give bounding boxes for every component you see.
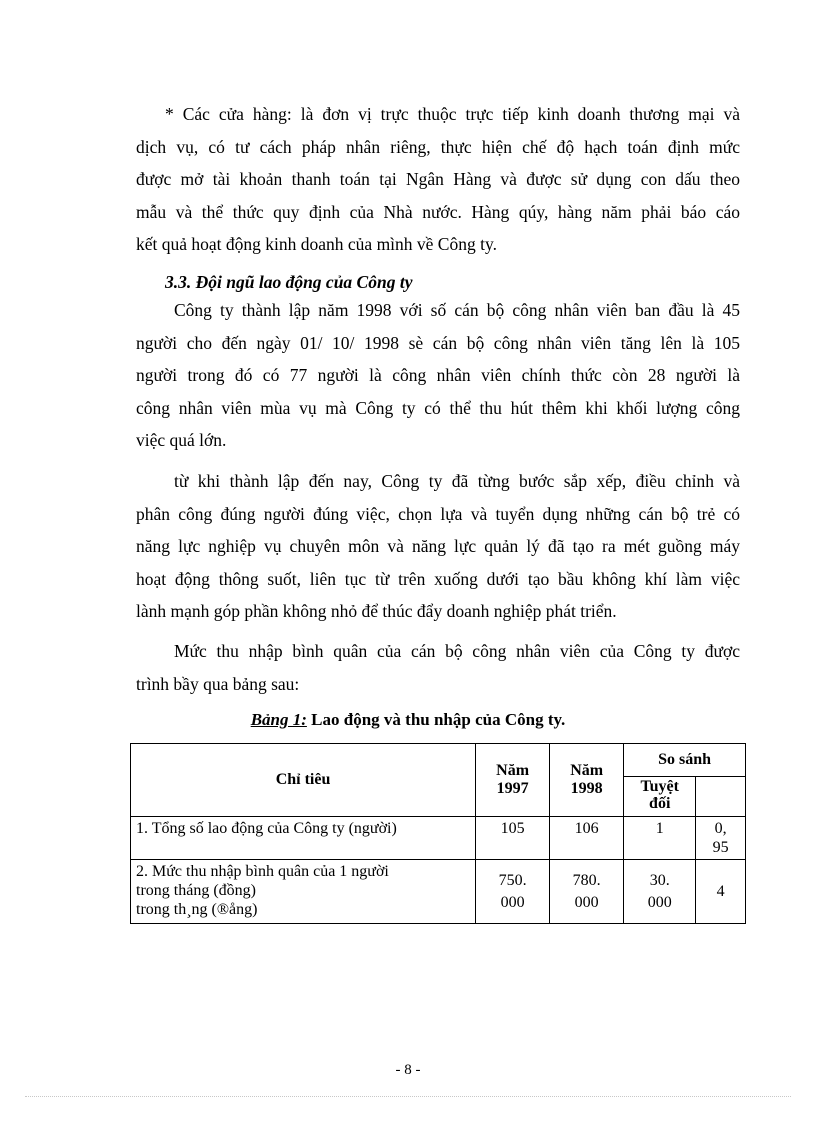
text-line: người trong đó có 77 người là công nhân viên chính thức còn 28 người là (136, 365, 740, 385)
header-year-1997-line: Năm (496, 762, 530, 779)
text-line: năng lực nghiệp vụ chuyên môn và năng lực quản lý đã tạo ra mét guồng máy (136, 536, 740, 556)
text-line: Công ty thành lập năm 1998 với số cán bộ công nhân viên ban đầu là 45 (174, 300, 740, 320)
text-line: trình bầy qua bảng sau: (136, 673, 300, 694)
table-caption-label: Bảng 1: (250, 710, 307, 729)
row-label-line: trong th¸ng (®ång) (136, 901, 258, 918)
text-line: từ khi thành lập đến nay, Công ty đã từng bước sắp xếp, điều chỉnh và (174, 471, 740, 491)
header-indicator: Chỉ tiêu (131, 744, 476, 817)
text-line: Mức thu nhập bình quân của cán bộ công nhân viên của Công ty được (174, 641, 740, 661)
page-bottom-divider (25, 1096, 791, 1097)
text-line: mẫu và thể thức quy định của Nhà nước. Hàng qúy, hàng năm phải báo cáo (136, 201, 740, 222)
row-label-line: trong tháng (đồng) (136, 882, 256, 899)
cell-line: 105 (500, 820, 525, 837)
page-number: - 8 - (395, 1062, 421, 1078)
header-year-1997-line: 1997 (496, 780, 529, 797)
row-label-line: 2. Mức thu nhập bình quân của 1 người (136, 863, 389, 880)
paragraph-stores (136, 98, 740, 261)
cell-absolute (624, 860, 696, 924)
paragraph-income (136, 635, 740, 700)
text-line: * Các cửa hàng: là đơn vị trực thuộc trực tiếp kinh doanh thương mại và (165, 104, 740, 124)
text-line: phân công đúng người đúng việc, chọn lựa và tuyển dụng những cán bộ trẻ có (136, 503, 740, 524)
header-year-1997 (476, 744, 550, 817)
cell-line: 000 (500, 893, 525, 911)
table-row (131, 860, 746, 924)
row-label-line: 1. Tổng số lao động của Công ty (người) (136, 820, 397, 837)
cell-absolute (624, 817, 696, 860)
labor-income-table (130, 743, 746, 924)
cell-percent (696, 860, 746, 924)
paragraph-workforce (136, 294, 740, 457)
row-label (131, 817, 476, 860)
cell-percent (696, 817, 746, 860)
table-header-row (131, 744, 746, 777)
section-heading: 3.3. Đội ngũ lao động của Công ty (165, 272, 413, 292)
header-compare: So sánh (624, 744, 746, 777)
text-line: lành mạnh góp phần không nhỏ để thúc đẩy doanh nghiệp phát triển. (136, 601, 617, 621)
header-absolute-line: đối (649, 795, 671, 812)
text-line: kết quả hoạt động kinh doanh của mình về Công ty. (136, 234, 497, 254)
paragraph-development (136, 465, 740, 628)
table-caption (0, 710, 816, 730)
cell-line: 30. (649, 871, 670, 889)
header-year-1998-line: Năm (570, 762, 604, 779)
cell-1998 (550, 817, 624, 860)
header-absolute-line: Tuyệt (640, 778, 679, 795)
text-line: việc quá lớn. (136, 430, 227, 450)
header-year-1998-line: 1998 (570, 780, 603, 797)
cell-1997 (476, 860, 550, 924)
table-row (131, 817, 746, 860)
row-label (131, 860, 476, 924)
cell-line: 106 (574, 820, 599, 837)
header-absolute (624, 777, 696, 817)
text-line: dịch vụ, có tư cách pháp nhân riêng, thực hiện chế độ hạch toán định mức (136, 136, 740, 157)
cell-line: 000 (647, 893, 672, 911)
table-caption-text: Lao động và thu nhập của Công ty. (306, 710, 566, 729)
cell-line: 780. (572, 871, 601, 889)
cell-1998 (550, 860, 624, 924)
cell-1997 (476, 817, 550, 860)
cell-line: 4 (716, 882, 725, 900)
header-percent-empty (696, 777, 746, 817)
text-line: người cho đến ngày 01/ 10/ 1998 sè cán bộ công nhân viên tăng lên là 105 (136, 332, 740, 353)
text-line: được mở tài khoản thanh toán tại Ngân Hàng và được sử dụng con dấu theo (136, 169, 740, 189)
cell-line: 0, (714, 820, 727, 837)
text-line: hoạt động thông suốt, liên tục từ trên xuống dưới tạo bầu không khí làm việc (136, 568, 740, 589)
header-year-1998 (550, 744, 624, 817)
text-line: công nhân viên mùa vụ mà Công ty có thể thu hút thêm khi khối lượng công (136, 397, 740, 418)
cell-line: 000 (574, 893, 599, 911)
cell-line: 1 (655, 820, 664, 837)
cell-line: 750. (498, 871, 527, 889)
cell-line: 95 (712, 839, 729, 856)
